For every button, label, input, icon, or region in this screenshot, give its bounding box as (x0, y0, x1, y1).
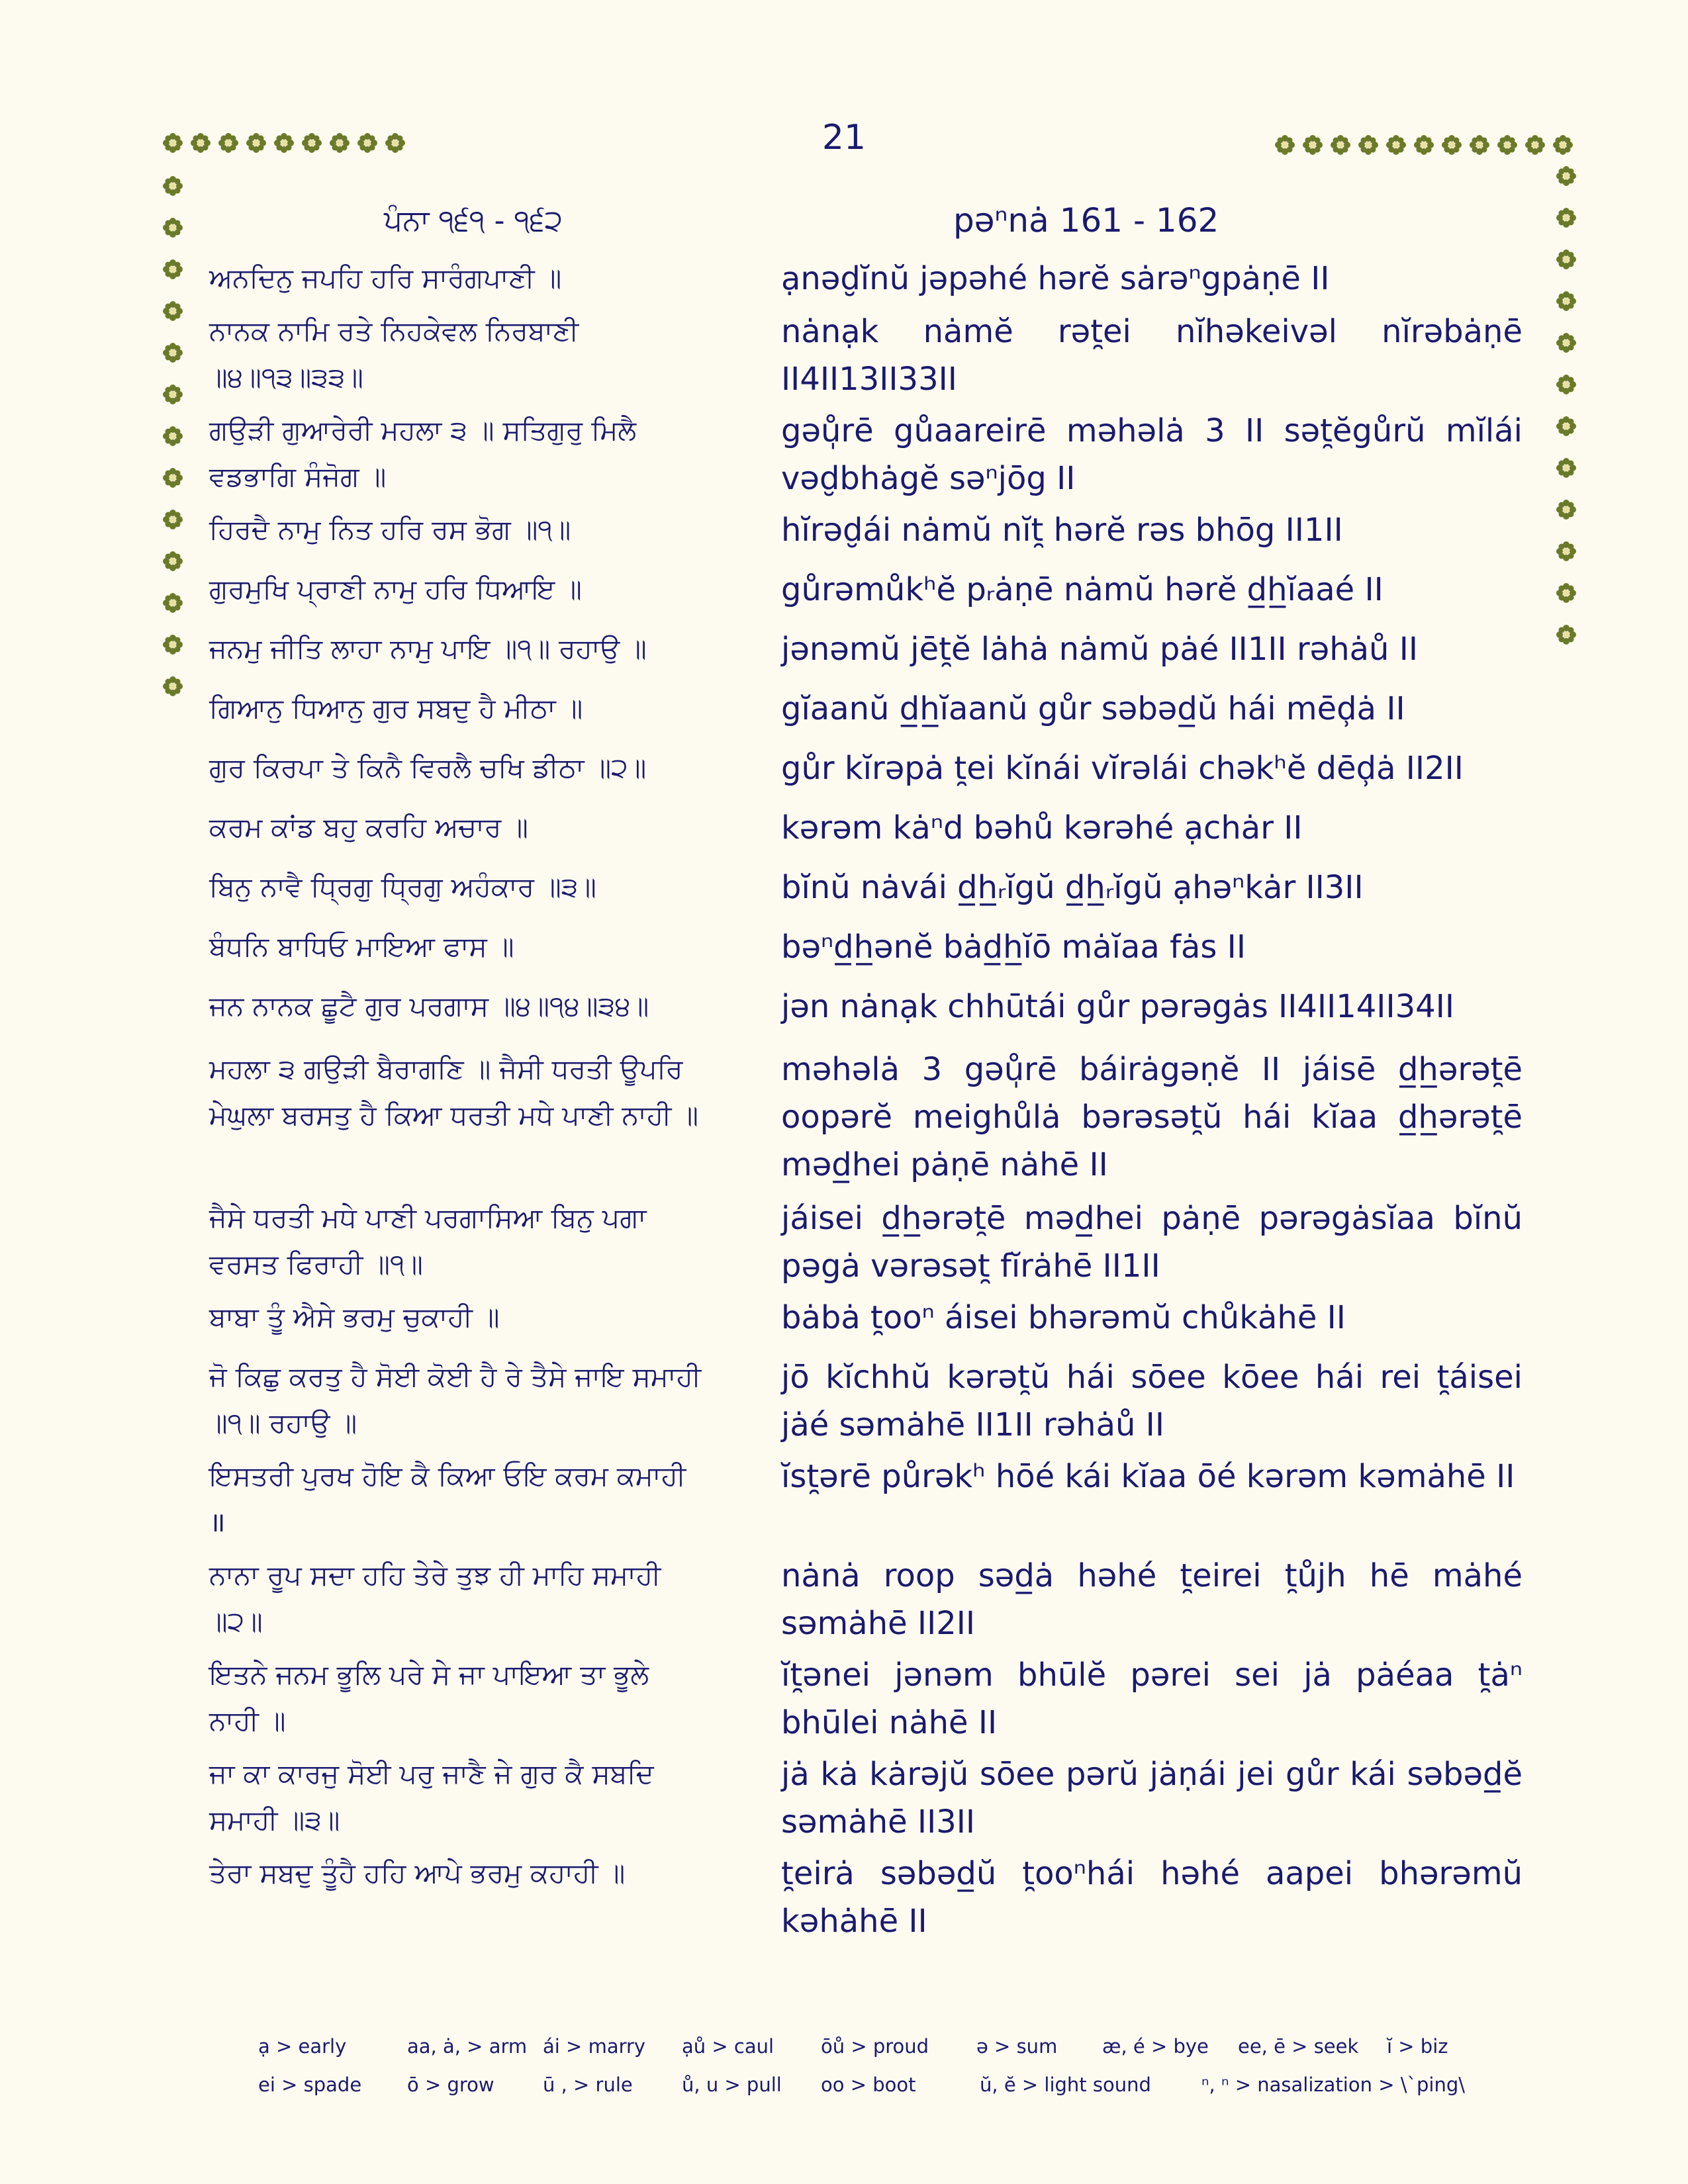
flower-icon (1556, 291, 1577, 312)
transliteration-text: ĭt̯ənei jənəm bhūlĕ pərei sei jȧ pȧéaa t̯ȧⁿ bhūlei nȧhē II (781, 1657, 1523, 1741)
flower-icon (162, 551, 183, 572)
gurmukhi-text: ਗਉੜੀ ਗੁਆਰੇਰੀ ਮਹਲਾ ੩ ॥ ਸਤਿਗੁਰੁ ਮਿਲੈ ਵਡਭਾਗਿ ਸੰਜੋਗ ॥ (209, 414, 637, 492)
flower-icon (162, 426, 183, 447)
gurmukhi-text: ਜੈਸੇ ਧਰਤੀ ਮਧੇ ਪਾਣੀ ਪਰਗਾਸਿਆ ਬਿਨੁ ਪਗਾ ਵਰਸਤ ਫਿਰਾਹੀ ॥੧॥ (209, 1202, 647, 1280)
flower-icon (1556, 416, 1577, 437)
flower-icon (162, 509, 183, 530)
legend-item: ái > marry (543, 2035, 646, 2058)
flower-icon (1413, 134, 1434, 156)
legend-item: ŭ, ĕ > light sound (980, 2073, 1151, 2096)
gurmukhi-text: ਬੰਧਨਿ ਬਾਧਿਓ ਮਾਇਆ ਫਾਸ ॥ (209, 931, 514, 962)
transliteration-text: gəů̩rē gůaareirē məhəlȧ 3 II sət̯ĕgůrŭ mĭlái vəd̮bhȧgĕ səⁿjōg II (781, 412, 1523, 497)
flower-icon (1556, 499, 1577, 520)
flower-icon (162, 175, 183, 197)
flower-icon (1556, 374, 1577, 395)
flower-icon (162, 217, 183, 238)
flower-icon (1497, 134, 1518, 156)
gurmukhi-text: ਇਤਨੇ ਜਨਮ ਭੂਲਿ ਪਰੇ ਸੇ ਜਾ ਪਾਇਆ ਤਾ ਭੂਲੇ ਨਾਹੀ ॥ (209, 1659, 649, 1737)
flower-icon (162, 342, 183, 363)
transliteration-text: bəⁿd̲h̲ənĕ bȧd̲h̲ĭō mȧĭaa fȧs II (781, 929, 1246, 966)
gurmukhi-text: ਬਾਬਾ ਤੂੰ ਐਸੇ ਭਰਮੁ ਚੁਕਾਹੀ ॥ (209, 1301, 500, 1333)
legend-item: ei > spade (258, 2073, 362, 2096)
legend-item: ə > sum (976, 2035, 1058, 2058)
flower-icon (1385, 134, 1407, 156)
flower-icon (1556, 624, 1577, 645)
flower-icon (1556, 165, 1577, 187)
transliteration-text: nȧnȧ roop səd̲ȧ həhé t̯eirei t̯ůjh hē mȧhé səmȧhē II2II (781, 1557, 1523, 1642)
gurmukhi-text: ਗੁਰਮੁਖਿ ਪ੍ਰਾਣੀ ਨਾਮੁ ਹਰਿ ਧਿਆਇ ॥ (209, 573, 582, 605)
flower-icon (190, 132, 211, 154)
flower-icon (162, 634, 183, 655)
flower-icon (1556, 582, 1577, 604)
legend-item: aa, ȧ, > arm (407, 2035, 528, 2058)
flower-icon (385, 132, 406, 154)
gurmukhi-text: ਅਨਦਿਨੁ ਜਪਹਿ ਹਰਿ ਸਾਰੰਗਪਾਣੀ ॥ (209, 262, 562, 294)
flower-icon (1552, 134, 1573, 156)
flower-icon (273, 132, 295, 154)
flower-icon (1302, 134, 1323, 156)
page-number: 21 (821, 118, 867, 158)
page-header-transliteration: pəⁿnȧ 161 - 162 (953, 201, 1219, 240)
flower-icon (1441, 134, 1462, 156)
gurmukhi-text: ਜੋ ਕਿਛੁ ਕਰਤੁ ਹੈ ਸੋਈ ਕੋਈ ਹੈ ਰੇ ਤੈਸੇ ਜਾਇ ਸਮਾਹੀ ॥੧॥ ਰਹਾਉ ॥ (209, 1361, 702, 1439)
gurmukhi-text: ਜਨਮੁ ਜੀਤਿ ਲਾਹਾ ਨਾਮੁ ਪਾਇ ॥੧॥ ਰਹਾਉ ॥ (209, 633, 647, 664)
flower-icon (162, 300, 183, 322)
flower-icon (162, 132, 183, 154)
legend-item: ō > grow (407, 2073, 494, 2096)
gurmukhi-text: ਜਾ ਕਾ ਕਾਰਜੁ ਸੋਈ ਪਰੁ ਜਾਣੈ ਜੇ ਗੁਰ ਕੈ ਸਬਦਿ ਸਮਾਹੀ ॥੩॥ (209, 1758, 654, 1836)
flower-icon (246, 132, 267, 154)
flower-icon (1556, 207, 1577, 228)
legend-item: ạ > early (258, 2035, 347, 2058)
flower-icon (1330, 134, 1351, 156)
gurmukhi-text: ਗੁਰ ਕਿਰਪਾ ਤੇ ਕਿਨੈ ਵਿਰਲੈ ਚਖਿ ਡੀਠਾ ॥੨॥ (209, 752, 647, 784)
transliteration-text: t̯eirȧ səbəd̲ŭ t̯ooⁿhái həhé aapei bhərəmŭ kəhȧhē II (781, 1855, 1523, 1940)
flower-icon (1556, 332, 1577, 353)
transliteration-text: gĭaanŭ d̲h̲ĭaanŭ gůr səbəd̲ŭ hái mēd̹ȧ II (781, 690, 1405, 727)
gurmukhi-text: ਹਿਰਦੈ ਨਾਮੁ ਨਿਤ ਹਰਿ ਰਸ ਭੋਗ ॥੧॥ (209, 514, 571, 545)
flower-icon (1274, 134, 1295, 156)
gurmukhi-text: ਜਨ ਨਾਨਕ ਛੂਟੈ ਗੁਰ ਪਰਗਾਸ ॥੪॥੧੪॥੩੪॥ (209, 990, 649, 1022)
legend-item: ū , > rule (543, 2073, 633, 2096)
flower-icon (162, 467, 183, 488)
flower-icon (162, 592, 183, 614)
flower-icon (1358, 134, 1379, 156)
flower-icon (301, 132, 322, 154)
legend-item: oo > boot (821, 2073, 916, 2096)
gurmukhi-text: ਮਹਲਾ ੩ ਗਉੜੀ ਬੈਰਾਗਣਿ ॥ ਜੈਸੀ ਧਰਤੀ ਊਪਰਿ ਮੇਘੁਲਾ ਬਰਸਤੁ ਹੈ ਕਿਆ ਧਰਤੀ ਮਧੇ ਪਾਣੀ ਨਾਹੀ ॥ (209, 1053, 699, 1131)
flower-icon (1556, 541, 1577, 562)
gurmukhi-text: ਨਾਨਾ ਰੂਪ ਸਦਾ ਹਹਿ ਤੇਰੇ ਤੁਝ ਹੀ ਮਾਹਿ ਸਮਾਹੀ ॥੨॥ (209, 1559, 661, 1637)
transliteration-text: bȧbȧ t̯ooⁿ áisei bhərəmŭ chůkȧhē II (781, 1299, 1346, 1336)
legend-item: ĭ > biz (1387, 2035, 1448, 2058)
legend-item: ee, ē > seek (1238, 2035, 1359, 2058)
flower-icon (1524, 134, 1546, 156)
gurmukhi-text: ਕਰਮ ਕਾਂਡ ਬਹੁ ਕਰਹਿ ਅਚਾਰ ॥ (209, 811, 528, 843)
flower-icon (1556, 457, 1577, 478)
legend-item: ạů > caul (682, 2035, 774, 2058)
transliteration-text: kərəm kȧⁿd bəhů kərəhé ạchȧr II (781, 809, 1303, 846)
transliteration-text: nȧnạk nȧmĕ rət̯ei nĭhəkeivəl nĭrəbȧṇē II4II13II33II (781, 313, 1523, 398)
gurmukhi-text: ਇਸਤਰੀ ਪੁਰਖ ਹੋਇ ਕੈ ਕਿਆ ਓਇ ਕਰਮ ਕਮਾਹੀ ॥ (209, 1460, 686, 1538)
legend-item: ů, u > pull (682, 2073, 782, 2096)
gurmukhi-text: ਨਾਨਕ ਨਾਮਿ ਰਤੇ ਨਿਹਕੇਵਲ ਨਿਰਬਾਣੀ ॥੪॥੧੩॥੩੩॥ (209, 315, 579, 393)
page-header-gurmukhi: ਪੰਨਾ ੧੬੧ - ੧੬੨ (384, 204, 563, 238)
gurmukhi-text: ਗਿਆਨੁ ਧਿਆਨੁ ਗੁਰ ਸਬਦੁ ਹੈ ਮੀਠਾ ॥ (209, 692, 583, 724)
transliteration-text: ạnəd̮ĭnŭ jəpəhé hərĕ sȧrəⁿgpȧṇē II (781, 260, 1330, 297)
legend-item: ōů > proud (821, 2035, 929, 2058)
flower-icon (357, 132, 378, 154)
flower-icon (162, 259, 183, 280)
transliteration-text: məhəlȧ 3 gəů̩rē báirȧgəṇĕ II jáisē d̲h̲ərət̯ē oopərĕ meighůlȧ bərəsət̯ŭ hái kĭaa d̲h̲ərət̯ē məd̲hei pȧṇē nȧhē II (781, 1051, 1523, 1183)
transliteration-text: jənəmŭ jēt̯ĕ lȧhȧ nȧmŭ pȧé II1II rəhȧů II (781, 631, 1419, 668)
transliteration-text: hĭrəd̮ái nȧmŭ nĭt̯ hərĕ rəs bhōg II1II (781, 512, 1343, 549)
transliteration-text: gůr kĭrəpȧ t̯ei kĭnái vĭrəlái chəkʰĕ dēd̹ȧ II2II (781, 750, 1464, 787)
transliteration-text: gůrəmůkʰĕ pᵣȧṇē nȧmŭ hərĕ d̲h̲ĭaaé II (781, 571, 1383, 608)
transliteration-text: ĭst̯ərē půrəkʰ hōé kái kĭaa ōé kərəm kəmȧhē II (781, 1458, 1515, 1495)
flower-icon (162, 676, 183, 697)
flower-icon (1556, 249, 1577, 270)
transliteration-text: jȧ kȧ kȧrəjŭ sōee pərŭ jȧṇái jei gůr kái səbəd̲ĕ səmȧhē II3II (781, 1756, 1523, 1841)
legend-item: ⁿ, ⁿ > nasalization > \`ping\ (1201, 2073, 1465, 2096)
transliteration-text: bĭnŭ nȧvái d̲h̲ᵣĭgŭ d̲h̲ᵣĭgŭ ạhəⁿkȧr II3II (781, 869, 1364, 906)
gurmukhi-text: ਬਿਨੁ ਨਾਵੈ ਧ੍ਰਿਗੁ ਧ੍ਰਿਗੁ ਅਹੰਕਾਰ ॥੩॥ (209, 871, 596, 903)
flower-icon (329, 132, 350, 154)
flower-icon (1469, 134, 1490, 156)
transliteration-text: jáisei d̲h̲ərət̯ē məd̲hei pȧṇē pərəgȧsĭaa bĭnŭ pəgȧ vərəsət̯ fĭrȧhē II1II (781, 1200, 1523, 1285)
transliteration-text: jō kĭchhŭ kərət̯ŭ hái sōee kōee hái rei t̯áisei jȧé səmȧhē II1II rəhȧů II (781, 1359, 1523, 1443)
flower-icon (218, 132, 239, 154)
gurmukhi-text: ਤੇਰਾ ਸਬਦੁ ਤੂੰਹੈ ਹਹਿ ਆਪੇ ਭਰਮੁ ਕਹਾਹੀ ॥ (209, 1857, 626, 1889)
flower-icon (162, 384, 183, 405)
legend-item: æ, é > bye (1102, 2035, 1209, 2058)
transliteration-text: jən nȧnạk chhūtái gůr pərəgȧs II4II14II34II (781, 988, 1454, 1025)
